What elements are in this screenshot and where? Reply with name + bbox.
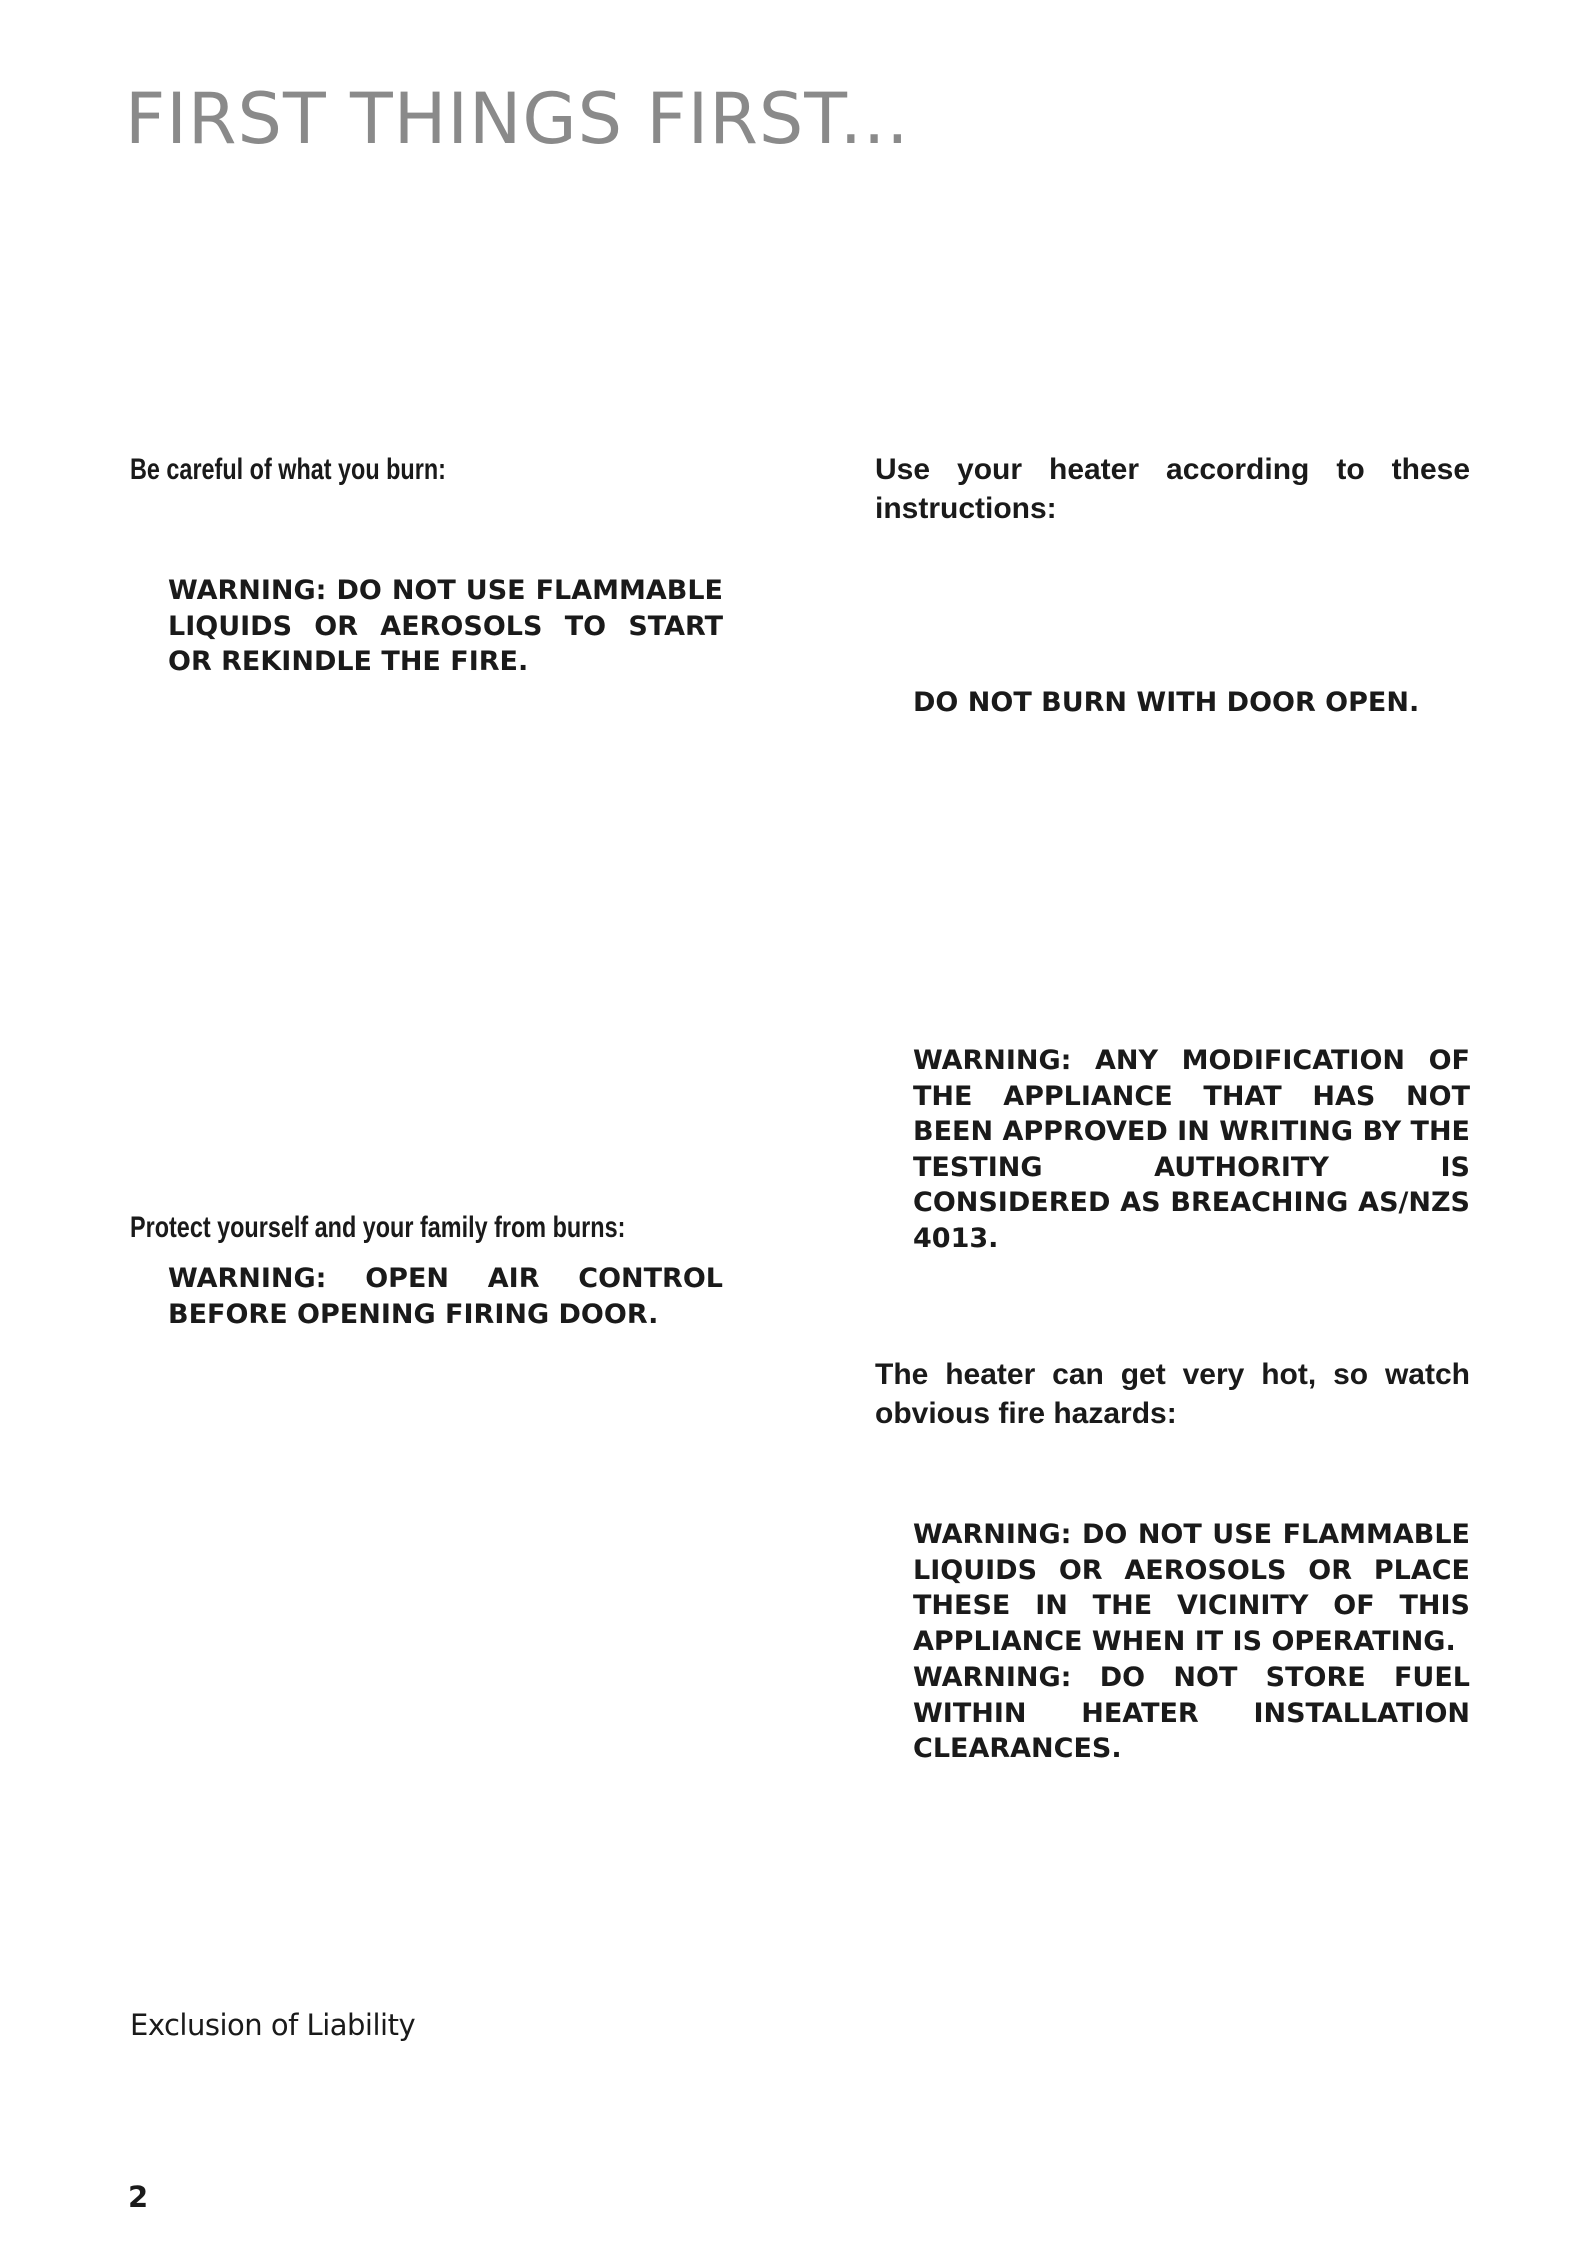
heading-careful-burn: Be careful of what you burn:: [130, 453, 446, 486]
warning-store-fuel: WARNING: DO NOT STORE FUEL WITHIN HEATER INSTALLATION CLEARANCES.: [913, 1662, 1470, 1764]
warning-flammable-vicinity: WARNING: DO NOT USE FLAMMABLE LIQUIDS OR AEROSOLS OR PLACE THESE IN THE VICINITY OF THIS APPLIANCE WHEN IT IS OPERATING.: [913, 1519, 1470, 1657]
exclusion-of-liability-link[interactable]: Exclusion of Liability: [130, 2008, 416, 2042]
page-number: 2: [128, 2180, 149, 2214]
heading-heater-hot: The heater can get very hot, so watch obvious fire hazards:: [875, 1358, 1470, 1430]
notice-door-open: DO NOT BURN WITH DOOR OPEN.: [913, 687, 1420, 718]
heading-protect-burns: Protect yourself and your family from burns:: [130, 1211, 626, 1244]
warning-modification: WARNING: ANY MODIFICATION OF THE APPLIANCE THAT HAS NOT BEEN APPROVED IN WRITING BY THE TESTING AUTHORITY IS CONSIDERED AS BREACHING AS/NZS 4013.: [913, 1045, 1470, 1254]
warning-air-control: WARNING: OPEN AIR CONTROL BEFORE OPENING FIRING DOOR.: [168, 1263, 723, 1330]
heading-use-heater: Use your heater according to these instructions:: [875, 453, 1470, 525]
warning-flammable-start: WARNING: DO NOT USE FLAMMABLE LIQUIDS OR AEROSOLS TO START OR REKINDLE THE FIRE.: [168, 575, 723, 677]
page-title: FIRST THINGS FIRST...: [125, 78, 910, 160]
